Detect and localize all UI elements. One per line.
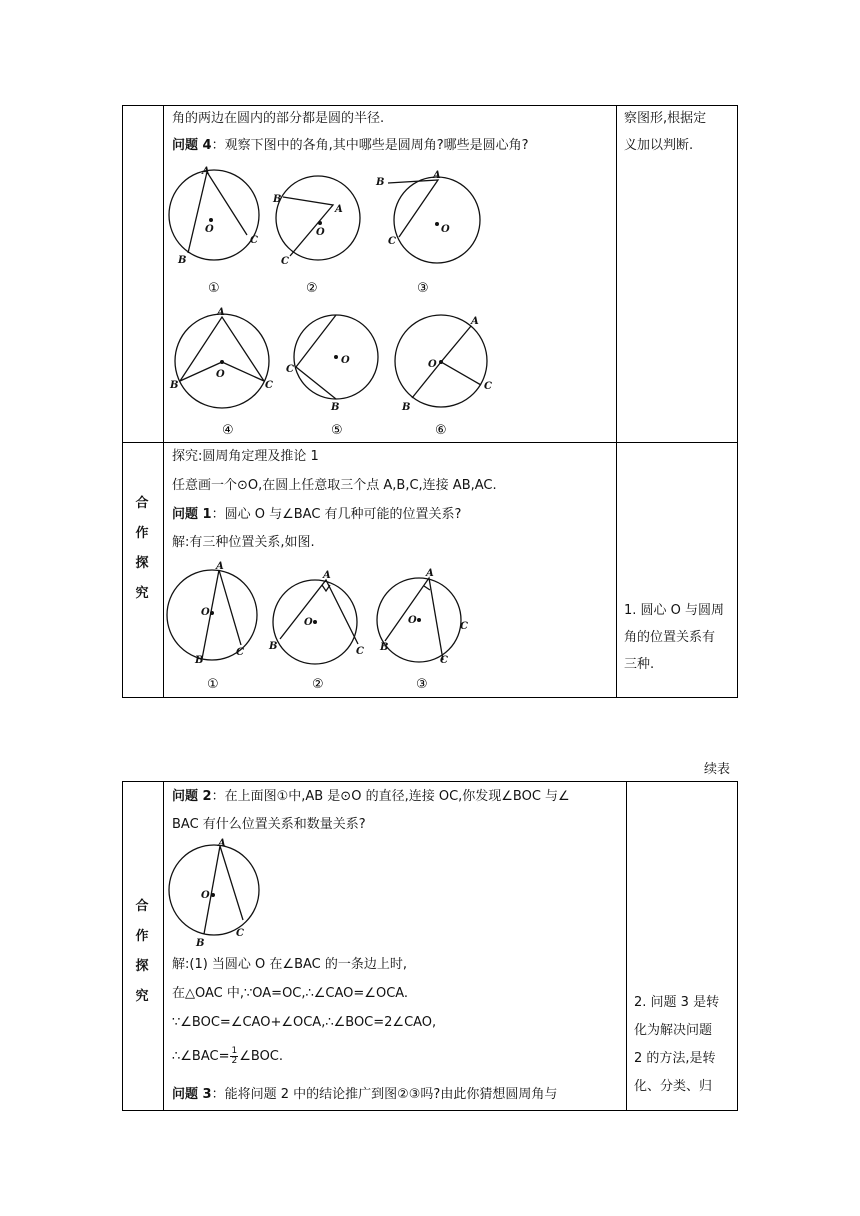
table2-section-label: 合 作 探 究 — [135, 899, 149, 1004]
row2-line2: 任意画一个⊙O,在圆上任意取三个点 A,B,C,连接 AB,AC. — [172, 478, 497, 493]
fig4-label-c: C — [265, 380, 273, 391]
question-3-label: 问题 3 — [172, 1087, 212, 1102]
fig6-label-b: B — [402, 402, 411, 413]
case2-label-a: A — [323, 570, 331, 581]
case-number-3: ③ — [416, 677, 428, 692]
solution-line4-pre: ∴∠BAC= — [172, 1049, 230, 1064]
solution-line1: 解:(1) 当圆心 O 在∠BAC 的一条边上时, — [172, 957, 408, 972]
row2-note-line3: 三种. — [624, 657, 655, 672]
question-4-label: 问题 4 — [172, 138, 212, 153]
question-1-label: 问题 1 — [172, 507, 212, 522]
fig5-label-o: O — [341, 355, 350, 366]
t2-angle — [204, 846, 243, 934]
fig6-label-o: O — [428, 359, 437, 370]
fig6-label-a: A — [471, 316, 479, 327]
row2-section-label: 合 作 探 究 — [135, 496, 149, 601]
case2-label-o: O — [304, 617, 313, 628]
fig-number-5: ⑤ — [331, 423, 343, 438]
row2-note-line1: 1. 圆心 O 与圆周 — [624, 603, 725, 618]
fig1-label-b: B — [178, 255, 187, 266]
question-2-line2: BAC 有什么位置关系和数量关系? — [172, 817, 366, 832]
solution-line3: ∵∠BOC=∠CAO+∠OCA,∴∠BOC=2∠CAO, — [172, 1015, 437, 1030]
fig3-label-c: C — [388, 236, 396, 247]
solution-line4 — [172, 1047, 283, 1066]
fig-number-4: ④ — [222, 423, 234, 438]
fig2-label-c: C — [281, 256, 289, 267]
case3-label-b: B — [380, 642, 389, 653]
question-2-text: ：在上面图①中,AB 是⊙O 的直径,连接 OC,你发现∠BOC 与∠ — [211, 789, 570, 804]
fig-number-3: ③ — [417, 281, 429, 296]
case1-label-c: C — [236, 647, 244, 658]
fig5-label-c: C — [286, 364, 294, 375]
row2-note-line2: 角的位置关系有 — [624, 630, 716, 645]
t2-label-a: A — [218, 838, 226, 849]
t2-label-b: B — [196, 938, 205, 949]
case3-label-c2: C — [440, 655, 448, 666]
case1-label-b: B — [195, 655, 204, 666]
solution-line2: 在△OAC 中,∵OA=OC,∴∠CAO=∠OCA. — [172, 986, 409, 1001]
case-number-2: ② — [312, 677, 324, 692]
fig5-label-b: B — [331, 402, 340, 413]
case3-label-a: A — [426, 568, 434, 579]
t2-note-line1: 2. 问题 3 是转 — [634, 995, 720, 1010]
fig1-label-o: O — [205, 224, 214, 235]
case1-label-o: O — [201, 607, 210, 618]
row2-line1: 探究:圆周角定理及推论 1 — [172, 449, 319, 464]
t2-circle — [169, 845, 259, 935]
t2-label-c: C — [236, 928, 244, 939]
fig-number-2: ② — [306, 281, 318, 296]
question-1-text: ：圆心 O 与∠BAC 有几种可能的位置关系? — [211, 507, 462, 522]
fig4-label-o: O — [216, 369, 225, 380]
t2-note-line3: 2 的方法,是转 — [634, 1051, 716, 1066]
case1-label-a: A — [216, 561, 224, 572]
question-3 — [172, 1086, 557, 1104]
fig1-label-a: A — [202, 166, 210, 177]
t2-note-line4: 化、分类、归 — [634, 1079, 713, 1094]
fig1-label-c: C — [250, 235, 258, 246]
continued-label: 续表 — [704, 762, 731, 777]
question-3-text: ：能将问题 2 中的结论推广到图②③吗?由此你猜想圆周角与 — [211, 1087, 558, 1102]
row1-line1: 角的两边在圆内的部分都是圆的半径. — [172, 111, 385, 126]
fig2-label-a: A — [335, 204, 343, 215]
fig3-label-a: A — [433, 170, 441, 181]
fig-number-6: ⑥ — [435, 423, 447, 438]
fig2-label-o: O — [316, 227, 325, 238]
t2-note-line2: 化为解决问题 — [634, 1023, 713, 1038]
fig-number-1: ① — [208, 281, 220, 296]
case2-label-b: B — [269, 641, 278, 652]
row1-note-line2: 义加以判断. — [624, 138, 694, 153]
case3-label-o: O — [408, 615, 417, 626]
case2-label-c: C — [356, 646, 364, 657]
fig3-label-b: B — [376, 177, 385, 188]
solution-line4-post: ∠BOC. — [239, 1049, 284, 1064]
t2-center-dot — [211, 893, 215, 897]
question-2-label: 问题 2 — [172, 789, 212, 804]
fig4-label-a: A — [217, 307, 225, 318]
question-4-text: ：观察下图中的各角,其中哪些是圆周角?哪些是圆心角? — [211, 138, 529, 153]
fig2-label-b: B — [273, 194, 282, 205]
fig6-label-c: C — [484, 381, 492, 392]
fraction-half: $\frac{1}{2}$ — [231, 1046, 238, 1066]
fig3-label-o: O — [441, 224, 450, 235]
t2-label-o: O — [201, 890, 210, 901]
fig4-label-b: B — [170, 380, 179, 391]
row1-note-line1: 察图形,根据定 — [624, 111, 707, 126]
case-number-1: ① — [207, 677, 219, 692]
row2-answer: 解:有三种位置关系,如图. — [172, 535, 315, 550]
case3-label-c: C — [460, 621, 468, 632]
